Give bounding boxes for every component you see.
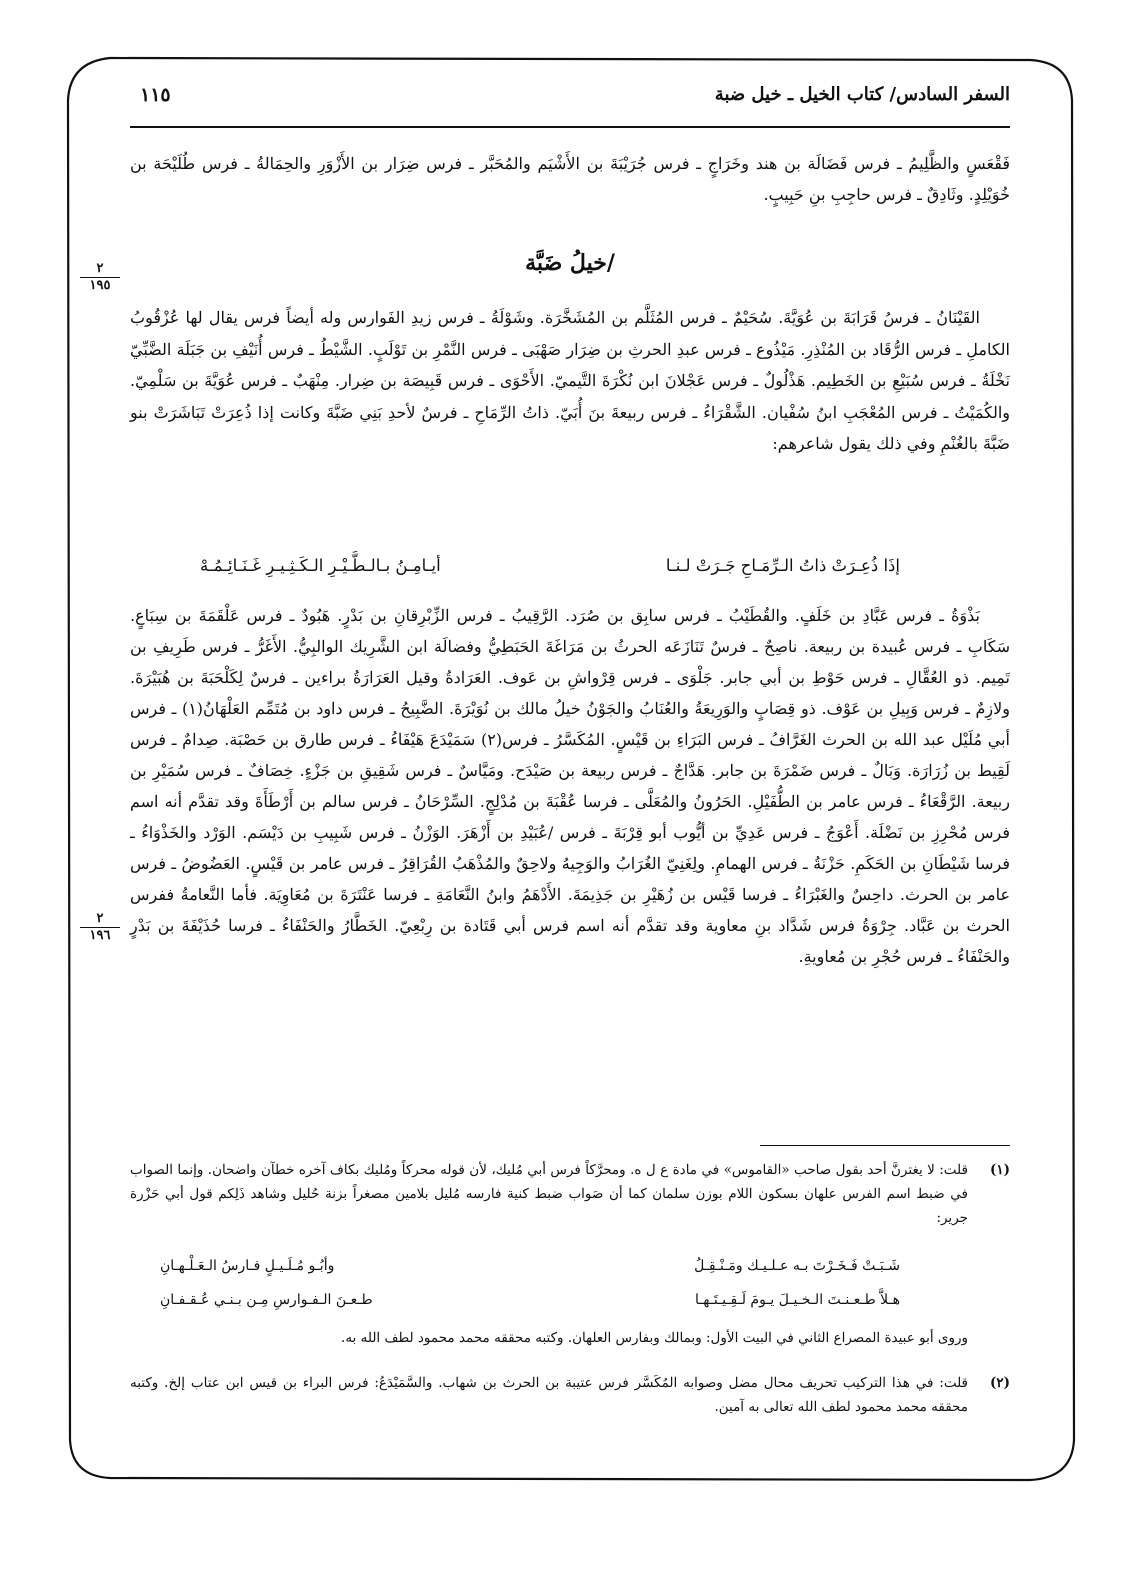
- footnote-text: قلت: في هذا التركيب تحريف محال مضل وصوابه المُكَسَّر فرس عتيبة بن الحرث بن شهاب. والسَّمَيْدَعُ: فرس البراء بن قيس ابن عتاب إلخ. وكتبه محققه محمد محمود لطف الله تعالى به آمين.: [130, 1375, 968, 1415]
- footnote-verse-1: [160, 1258, 900, 1282]
- footnote-verse-first-hemistich: شَـبَـتْ فَـخَـرْتَ بـه عـلـيـك ومَـنْـقِـلُ: [694, 1258, 900, 1274]
- margin-reference-top: ٢: [80, 912, 120, 928]
- section-title: /خيلُ ضَبَّة: [525, 250, 615, 276]
- body-paragraph-1: [130, 302, 1010, 460]
- paragraph-text: بَذْوَةُ ـ فرس عَبَّادِ بن خَلَفٍ. والقُطَيْبُ ـ فرس سابِق بن صُرَد. الرَّقِيبُ ـ فرس الزِّبْرِقانِ بن بَدْرٍ. هَبُودٌ ـ فرس عَلْقَمَةَ بن سِبَاعٍ. سَكَابِ ـ فرس عُبيدة بن ربيعة. ناصِحٌ ـ فرسٌ تَنَازَعَه الحرثُ بن مَرَاغَةَ الحَبَطِيُّ وفضالَة ابن الشَّرِيك الوالبِيُّ. الأَغَرُّ ـ فرس طَرِيفِ بن تَمِيم. ذو العُقَّالِ ـ فرس حَوْطِ بن أبي جابر. جَلْوَى ـ فرس قِرْواشِ بن عَوف. العَرَادةُ وقيل العَرَارَةُ براءين ـ فرسٌ لِكَلْحَبَةَ بن هُبَيْرَةَ. ولازِمٌ ـ فرس وَبِيلِ بن عَوْف. ذو قِصَابٍ والوَرِيعَةُ والعُنَابُ والجَوْنُ خيلُ مالك بن نُوَيْرَةَ. الضَّبِيحُ ـ فرس داود بن مُتَمِّم العَلْهَانُ(١) ـ فرس أبي مُلَيْل عبد الله بن الحرث الغَرَّافُ ـ فرس البَرَاءِ بن قَيْسٍ. المُكَسَّرُ ـ فرس(٢) سَمَيْدَعَ هَيْفَاءُ ـ فرس طارق بن حَصْبَة. صِدامٌ ـ فرس لَقِيط بن زُرَارَة. وَبَالٌ ـ فرس ضَمْرَةَ بن جابر. هَدَّاجٌ ـ فرس ربيعة بن صَيْدَح. ومَيَّاسٌ ـ فرس شَقِيقِ بن جَزْءٍ. خِصَافٌ ـ فرس سُمَيْرِ بن ربيعة. الرَّقْعَاءُ ـ فرس عامر بن الطُّفَيْلِ. الحَرُونُ والمُعَلَّى ـ فرسا عُقْبَةَ بن مُدْلِجٍ. السِّرْحَانُ ـ فرس سالم بن أَرْطَأَةَ وقد تقدَّم أنه اسم فرس مُحْرِزِ بن نَضْلَة. أَعْوَجُ ـ فرس عَدِيِّ بن أيُّوب أبو قِرْبَةَ ـ فرس /عُبَيْدِ بن أَزْهَرَ. الوَزْنُ ـ فرس شَبِيبِ بن دَيْسَم. الوَرْد والخَذْوَاءُ ـ فرسا شَيْطَانِ بن الحَكَمِ. حَزْنَةُ ـ فرس الهمامِ. ولِغَنِيّ الغُرَابُ والوَجِيهُ ولاحِقٌ والمُذْهَبُ القُرَاقِرُ ـ فرس عامر بن قَيْسٍ. العَضُوضُ ـ فرس عامر بن الحرث. داحِسٌ والغَبْرَاءُ ـ فرسا قَيْس بن زُهَيْرِ بن جَذِيمَةَ. الأَدْهَمُ وابنُ النَّعَامَةِ ـ فرسا عَنْتَرَةَ بن مُعَاوِيَة. فأما النَّعامةُ ففرس الحرث بن عَبَّاد. جِرْوَةُ فرس شَدَّاد بنِ معاوية وقد تقدَّم أنه اسم فرس أبي قَتَادة بن رِبْعِيّ. الخَطَّارُ والحَنْفَاءُ ـ فرسا حُذَيْفَةَ بن بَدْرٍ والحَنْفَاءُ ـ فرس حُجْرِ بن مُعاويةِ.: [130, 606, 1011, 966]
- footnote-1-closing: وروى أبو عبيدة المصراع الثاني في البيت الأول: وبمالك وبفارس العلهان. وكتبه محققه محمد محمود لطف الله به.: [341, 1330, 968, 1346]
- running-header-title: السفر السادس/ كتاب الخيل ـ خيل ضبة: [714, 84, 1010, 105]
- page-number: ١١٥: [140, 84, 171, 106]
- footnote-verse-2: [160, 1292, 900, 1316]
- footnote-2: [130, 1371, 1010, 1419]
- intro-text: فَقْعَسٍ والظَّلِيمُ ـ فرس فَضَالَة بن هند وخَرَاجٍ ـ فرس جُرَيْبَةَ بن الأَشْيَم والمُحَبَّر ـ فرس ضِرَار بن الأَزْوَرِ والحِمَالةُ ـ فرس طُلَيْحَة بن خُوَيْلِدٍ. وثَادِقٌ ـ فرس حاجِبِ بنِ حَبِيبٍ.: [130, 154, 1010, 204]
- footnote-1: [130, 1158, 1010, 1230]
- margin-reference-top: ٢: [80, 262, 120, 278]
- header-divider: [130, 126, 1010, 128]
- footnote-text: قلت: لا يغترنَّ أحد بقول صاحب «القاموس» في مادة ع ل ه. ومحرَّكاً فرس أبي مُليك، لأن قوله محركاً ومُليك بكاف آخره خطآن واضحان. وإنما الصواب في ضبط اسم الفرس علهان بسكون اللام بوزن سلمان كما أن صَواب ضبط كنية فارسه مُليل بلامين مصغراً بزنة حُليل وشاهد ذَلِكم قول أبي حَزْرة جرير:: [130, 1162, 968, 1226]
- margin-reference-196: [80, 912, 120, 943]
- footnote-verse-first-hemistich: هـلاَّ طـعـنـتَ الـخـيـلَ يـومَ لَـقِـيـتَـهـا: [694, 1292, 900, 1308]
- footnote-verse-second-hemistich: طـعـنَ الـفـوارسِ مِـن بـنـي عُـقـفـانِ: [160, 1292, 373, 1308]
- margin-reference-195: [80, 262, 120, 293]
- footnote-verse-second-hemistich: وأبُـو مُـلَـيـلٍ فـارسُ الـعَـلْـهـانِ: [160, 1258, 335, 1274]
- poem-verse: [200, 556, 900, 590]
- body-paragraph-2: [130, 600, 1010, 972]
- footnote-divider: [760, 1145, 1010, 1146]
- footnote-number: (١): [989, 1162, 1010, 1178]
- intro-paragraph: [130, 148, 1010, 210]
- paragraph-text: القَيْنَانُ ـ فرسُ قَرَابَةَ بن عُوَيَّةَ. سُحَيْمٌ ـ فرس المُثَلَّم بن المُشَخَّرَة. وشَوْلَةُ ـ فرس زيدِ الفَوارس وله أيضاً فرس يقال لها عُزْقُوبُ الكاملِ ـ فرس الرُّقَاد بن المُنْذِرِ. مَيْذُوع ـ فرس عبدِ الحرثِ بن ضِرَار صَهْبَى ـ فرس النَّمْرِ بن تَوْلَبٍ. الشَّيْطُ ـ فرس أُنَيْفِ بن جَبَلَة الضَّبِّيّ نَخْلَةُ ـ فرس سُبَيْعِ بن الخَطِيم. هَذْلُولٌ ـ فرس عَجْلانَ ابن نُكْرَةَ التَّيميّ. الأَحْوَى ـ فرس قَبِيصَة بن ضِرار. مِنْهَبٌ ـ فرس عُوَيَّةَ بن سَلْمِيّ. والكُمَيْتُ ـ فرس المُعْجَبِ ابنُ سُفْيان. الشَّقْرَاءُ ـ فرس ربيعةَ بنَ أُبَيّ. ذاتُ الرِّمَاحِ ـ فرسٌ لأحدِ بَنِي ضَبَّةَ وكانت إذا ذُعِرَتْ تَبَاشَرَتْ بنو ضَبَّةَ بالغُنْمِ وفي ذلك يقول شاعرهم:: [130, 308, 1010, 453]
- margin-reference-bottom: ١٩٥: [89, 278, 111, 293]
- footnote-number: (٢): [989, 1375, 1010, 1391]
- running-header: [130, 80, 1010, 120]
- poem-second-hemistich: أيـامِـنُ بـالـطَّـيْـرِ الـكَـثِـيـرِ غَـنَـائِـمُـهْ: [200, 556, 441, 575]
- margin-reference-bottom: ١٩٦: [89, 928, 111, 943]
- poem-first-hemistich: إذَا ذُعِـرَتْ ذاتُ الـرِّمَـاحِ جَـرَتْ لـنـا: [665, 556, 900, 575]
